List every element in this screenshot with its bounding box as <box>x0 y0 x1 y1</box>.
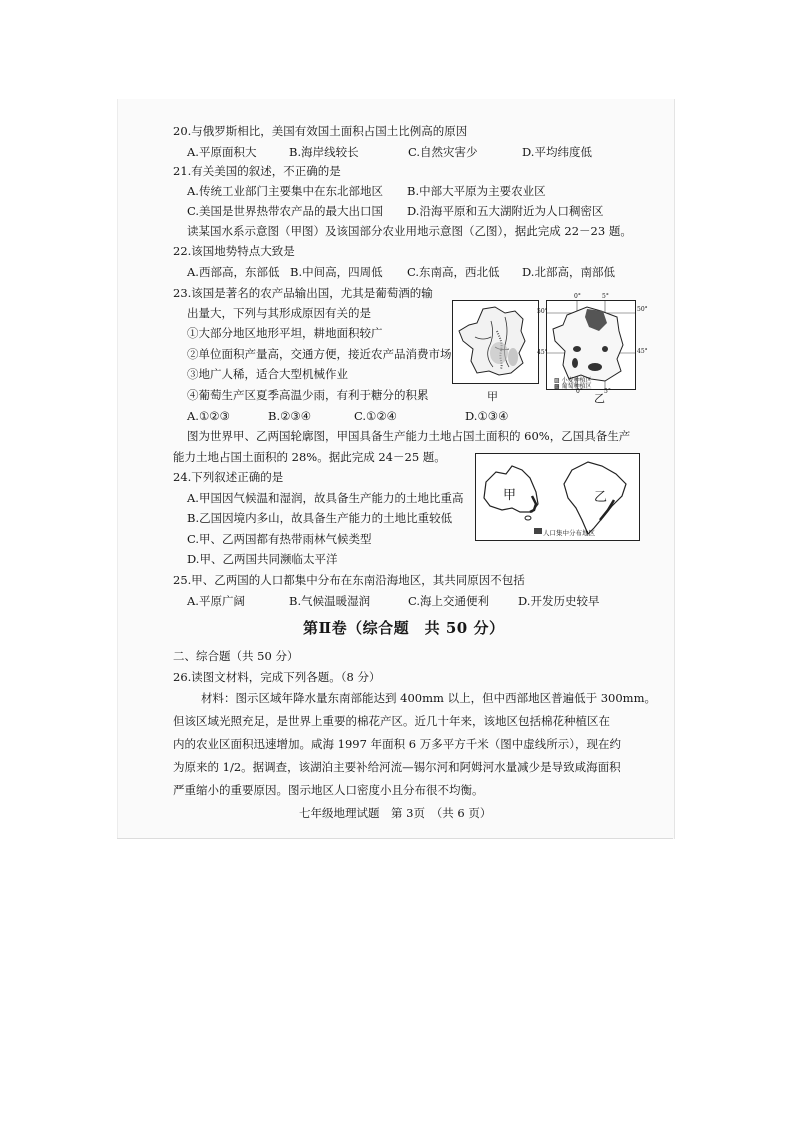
q21-option-a: A.传统工业部门主要集中在东北部地区 <box>187 184 383 198</box>
page-edge <box>117 838 673 839</box>
q26-material-line1: 材料：图示区域年降水量东南部能达到 400mm 以上，但中西部地区普遍低于 300mm。 <box>201 691 656 705</box>
map-yi-label: 乙 <box>594 392 605 405</box>
q26-stem: 26.读图文材料，完成下列各题。（8 分） <box>173 670 381 684</box>
q22-option-d: D.北部高，南部低 <box>522 265 615 279</box>
legend-grape: ▩ 葡萄种植区 <box>554 383 592 390</box>
lon-5-top-label: 5° <box>602 293 609 300</box>
q20-option-a: A.平原面积大 <box>187 145 257 159</box>
q21-option-b: B.中部大平原为主要农业区 <box>407 184 546 198</box>
q23-item-2: ②单位面积产量高，交通方便，接近农产品消费市场 <box>187 347 452 361</box>
q25-option-a: A.平原广阔 <box>187 594 245 608</box>
lat-45-label: 45° <box>537 349 548 356</box>
q20-option-c: C.自然灾害少 <box>408 145 478 159</box>
q25-option-b: B.气候温暖湿润 <box>289 594 371 608</box>
map-jia-label: 甲 <box>487 390 498 403</box>
country-yi-label: 乙 <box>594 490 608 505</box>
q23-stem-line2: 出量大，下列与其形成原因有关的是 <box>187 306 371 320</box>
q26-material-line3: 内的农业区面积迅速增加。咸海 1997 年面积 6 万多平方千米（图中虚线所示），现在约 <box>173 737 621 751</box>
population-legend-label: 人口集中分布地区 <box>543 529 595 537</box>
farmland-map-yi <box>546 300 636 390</box>
lat-50-right-label: 50° <box>637 306 648 313</box>
section-2-title: 第Ⅱ卷（综合题 共 50 分） <box>303 619 505 637</box>
country-jia-label: 甲 <box>503 488 517 503</box>
q23-option-b: B.②③④ <box>268 409 312 423</box>
q20-option-d: D.平均纬度低 <box>522 145 592 159</box>
lat-50-label: 50° <box>537 308 548 315</box>
q21-option-d: D.沿海平原和五大湖附近为人口稠密区 <box>407 204 604 218</box>
q24-option-a: A.甲国因气候温和湿润，故具备生产能力的土地比重高 <box>187 491 464 505</box>
legend-wheat: ▨ 小麦种植区 <box>554 377 592 384</box>
q24-option-c: C.甲、乙两国都有热带雨林气候类型 <box>187 532 372 546</box>
countries-outline-map <box>475 453 640 541</box>
intro-22-23: 读某国水系示意图（甲图）及该国部分农业用地示意图（乙图），据此完成 22－23 题。 <box>187 224 632 238</box>
q24-option-b: B.乙国因境内多山，故具备生产能力的土地比重较低 <box>187 511 453 525</box>
q26-material-line5: 严重缩小的重要原因。图示地区人口密度小且分布很不均衡。 <box>173 783 484 797</box>
intro-24-25-line2: 能力土地占国土面积的 28%。据此完成 24－25 题。 <box>173 450 446 464</box>
lon-0-top-label: 0° <box>574 293 581 300</box>
q23-item-3: ③地广人稀，适合大型机械作业 <box>187 367 348 381</box>
q25-stem: 25.甲、乙两国的人口都集中分布在东南沿海地区，其共同原因不包括 <box>173 573 525 587</box>
q25-option-d: D.开发历史较早 <box>518 594 600 608</box>
q24-stem: 24.下列叙述正确的是 <box>173 470 284 484</box>
q23-option-d: D.①③④ <box>465 409 509 423</box>
q22-option-c: C.东南高，西北低 <box>407 265 500 279</box>
france-outline-drawing <box>453 301 538 383</box>
lon-0-bottom-label: 0° <box>576 388 583 395</box>
q23-item-4: ④葡萄生产区夏季高温少雨，有利于糖分的积累 <box>187 388 429 402</box>
q23-item-1: ①大部分地区地形平坦，耕地面积较广 <box>187 326 383 340</box>
lon-5-bottom-label: 5° <box>604 388 611 395</box>
q25-option-c: C.海上交通便利 <box>408 594 490 608</box>
q23-option-a: A.①②③ <box>187 409 230 423</box>
drainage-map-jia <box>452 300 539 384</box>
q21-stem: 21.有关美国的叙述，不正确的是 <box>173 164 341 178</box>
lat-45-right-label: 45° <box>637 348 648 355</box>
page-footer: 七年级地理试题 第 3页 （共 6 页） <box>299 806 492 820</box>
intro-24-25-line1: 图为世界甲、乙两国轮廓图，甲国具备生产能力土地占国土面积的 60%，乙国具备生产 <box>187 429 631 443</box>
q26-material-line2: 但该区域光照充足，是世界上重要的棉花产区。近几十年来，该地区包括棉花种植区在 <box>173 714 610 728</box>
q22-option-a: A.西部高，东部低 <box>187 265 280 279</box>
q26-material-line4: 为原来的 1/2。据调查，该湖泊主要补给河流—锡尔河和阿姆河水量减少是导致咸海面积 <box>173 760 621 774</box>
q24-option-d: D.甲、乙两国共同濒临太平洋 <box>187 552 338 566</box>
q20-stem: 20.与俄罗斯相比，美国有效国土面积占国土比例高的原因 <box>173 124 468 138</box>
part-2-heading: 二、综合题（共 50 分） <box>173 649 299 663</box>
q23-stem-line1: 23.该国是著名的农产品输出国，尤其是葡萄酒的输 <box>173 286 433 300</box>
q21-option-c: C.美国是世界热带农产品的最大出口国 <box>187 204 384 218</box>
q23-option-c: C.①②④ <box>354 409 397 423</box>
q22-option-b: B.中间高，四周低 <box>290 265 383 279</box>
q20-option-b: B.海岸线较长 <box>289 145 359 159</box>
q22-stem: 22.该国地势特点大致是 <box>173 244 295 258</box>
